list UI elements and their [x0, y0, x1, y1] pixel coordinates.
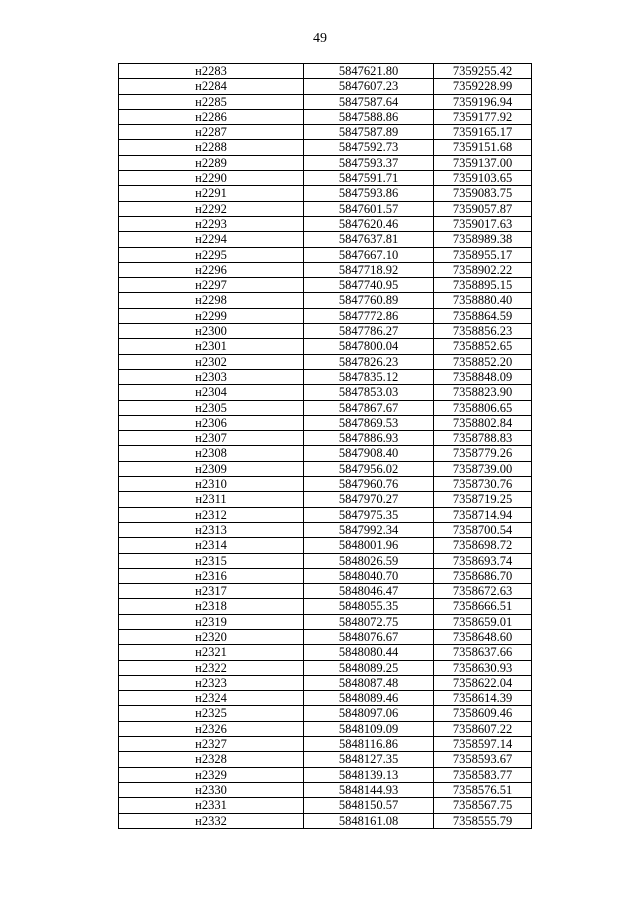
- y-coordinate-cell: 7358630.93: [434, 660, 532, 675]
- point-id-cell: н2295: [119, 247, 304, 262]
- x-coordinate-cell: 5848072.75: [304, 614, 434, 629]
- point-id-cell: н2291: [119, 186, 304, 201]
- table-row: [119, 64, 532, 79]
- table-row: [119, 446, 532, 461]
- point-id-cell: н2286: [119, 109, 304, 124]
- y-coordinate-cell: 7358955.17: [434, 247, 532, 262]
- x-coordinate-cell: 5848026.59: [304, 553, 434, 568]
- point-id-cell: н2303: [119, 369, 304, 384]
- y-coordinate-cell: 7358637.66: [434, 645, 532, 660]
- y-coordinate-cell: 7359083.75: [434, 186, 532, 201]
- y-coordinate-cell: 7358666.51: [434, 599, 532, 614]
- table-row: [119, 385, 532, 400]
- table-row: [119, 94, 532, 109]
- y-coordinate-cell: 7358583.77: [434, 767, 532, 782]
- point-id-cell: н2287: [119, 125, 304, 140]
- point-id-cell: н2327: [119, 737, 304, 752]
- y-coordinate-cell: 7358779.26: [434, 446, 532, 461]
- point-id-cell: н2326: [119, 721, 304, 736]
- y-coordinate-cell: 7358714.94: [434, 507, 532, 522]
- point-id-cell: н2285: [119, 94, 304, 109]
- table-row: [119, 247, 532, 262]
- table-row: [119, 706, 532, 721]
- y-coordinate-cell: 7358555.79: [434, 813, 532, 828]
- table-row: [119, 553, 532, 568]
- table-row: [119, 324, 532, 339]
- table-row: [119, 798, 532, 813]
- y-coordinate-cell: 7358607.22: [434, 721, 532, 736]
- x-coordinate-cell: 5848144.93: [304, 782, 434, 797]
- x-coordinate-cell: 5847587.64: [304, 94, 434, 109]
- x-coordinate-cell: 5847992.34: [304, 522, 434, 537]
- point-id-cell: н2300: [119, 324, 304, 339]
- table-row: [119, 737, 532, 752]
- point-id-cell: н2293: [119, 216, 304, 231]
- x-coordinate-cell: 5848109.09: [304, 721, 434, 736]
- table-row: [119, 691, 532, 706]
- x-coordinate-cell: 5848040.70: [304, 568, 434, 583]
- table-row: [119, 614, 532, 629]
- x-coordinate-cell: 5848089.25: [304, 660, 434, 675]
- x-coordinate-cell: 5848127.35: [304, 752, 434, 767]
- point-id-cell: н2317: [119, 584, 304, 599]
- x-coordinate-cell: 5847593.37: [304, 155, 434, 170]
- table-row: [119, 140, 532, 155]
- x-coordinate-cell: 5847970.27: [304, 492, 434, 507]
- y-coordinate-cell: 7358902.22: [434, 262, 532, 277]
- point-id-cell: н2298: [119, 293, 304, 308]
- table-row: [119, 125, 532, 140]
- y-coordinate-cell: 7358576.51: [434, 782, 532, 797]
- point-id-cell: н2323: [119, 675, 304, 690]
- x-coordinate-cell: 5847886.93: [304, 431, 434, 446]
- point-id-cell: н2319: [119, 614, 304, 629]
- point-id-cell: н2284: [119, 79, 304, 94]
- y-coordinate-cell: 7358719.25: [434, 492, 532, 507]
- table-row: [119, 675, 532, 690]
- point-id-cell: н2308: [119, 446, 304, 461]
- y-coordinate-cell: 7359196.94: [434, 94, 532, 109]
- point-id-cell: н2292: [119, 201, 304, 216]
- point-id-cell: н2304: [119, 385, 304, 400]
- x-coordinate-cell: 5847956.02: [304, 461, 434, 476]
- point-id-cell: н2331: [119, 798, 304, 813]
- y-coordinate-cell: 7358698.72: [434, 538, 532, 553]
- y-coordinate-cell: 7358788.83: [434, 431, 532, 446]
- x-coordinate-cell: 5847826.23: [304, 354, 434, 369]
- y-coordinate-cell: 7359057.87: [434, 201, 532, 216]
- coordinates-table: [118, 63, 532, 829]
- point-id-cell: н2302: [119, 354, 304, 369]
- table-row: [119, 155, 532, 170]
- point-id-cell: н2320: [119, 629, 304, 644]
- point-id-cell: н2324: [119, 691, 304, 706]
- x-coordinate-cell: 5847867.67: [304, 400, 434, 415]
- x-coordinate-cell: 5848150.57: [304, 798, 434, 813]
- table-row: [119, 293, 532, 308]
- table-row: [119, 308, 532, 323]
- y-coordinate-cell: 7358739.00: [434, 461, 532, 476]
- y-coordinate-cell: 7358864.59: [434, 308, 532, 323]
- point-id-cell: н2321: [119, 645, 304, 660]
- table-row: [119, 415, 532, 430]
- y-coordinate-cell: 7358622.04: [434, 675, 532, 690]
- y-coordinate-cell: 7358856.23: [434, 324, 532, 339]
- x-coordinate-cell: 5847835.12: [304, 369, 434, 384]
- x-coordinate-cell: 5847621.80: [304, 64, 434, 79]
- y-coordinate-cell: 7358823.90: [434, 385, 532, 400]
- x-coordinate-cell: 5848097.06: [304, 706, 434, 721]
- point-id-cell: н2306: [119, 415, 304, 430]
- y-coordinate-cell: 7358672.63: [434, 584, 532, 599]
- y-coordinate-cell: 7358567.75: [434, 798, 532, 813]
- table-row: [119, 767, 532, 782]
- point-id-cell: н2297: [119, 278, 304, 293]
- table-row: [119, 492, 532, 507]
- x-coordinate-cell: 5847601.57: [304, 201, 434, 216]
- table-row: [119, 431, 532, 446]
- y-coordinate-cell: 7359017.63: [434, 216, 532, 231]
- point-id-cell: н2329: [119, 767, 304, 782]
- point-id-cell: н2290: [119, 171, 304, 186]
- table-row: [119, 660, 532, 675]
- x-coordinate-cell: 5848116.86: [304, 737, 434, 752]
- x-coordinate-cell: 5848087.48: [304, 675, 434, 690]
- table-row: [119, 813, 532, 828]
- table-row: [119, 752, 532, 767]
- table-row: [119, 79, 532, 94]
- table-row: [119, 461, 532, 476]
- y-coordinate-cell: 7358806.65: [434, 400, 532, 415]
- y-coordinate-cell: 7358852.65: [434, 339, 532, 354]
- table-row: [119, 216, 532, 231]
- y-coordinate-cell: 7359255.42: [434, 64, 532, 79]
- point-id-cell: н2310: [119, 477, 304, 492]
- table-row: [119, 522, 532, 537]
- table-row: [119, 645, 532, 660]
- table-row: [119, 339, 532, 354]
- point-id-cell: н2312: [119, 507, 304, 522]
- point-id-cell: н2305: [119, 400, 304, 415]
- x-coordinate-cell: 5847869.53: [304, 415, 434, 430]
- x-coordinate-cell: 5847800.04: [304, 339, 434, 354]
- point-id-cell: н2288: [119, 140, 304, 155]
- y-coordinate-cell: 7358609.46: [434, 706, 532, 721]
- y-coordinate-cell: 7359151.68: [434, 140, 532, 155]
- x-coordinate-cell: 5847667.10: [304, 247, 434, 262]
- x-coordinate-cell: 5847592.73: [304, 140, 434, 155]
- point-id-cell: н2328: [119, 752, 304, 767]
- point-id-cell: н2313: [119, 522, 304, 537]
- x-coordinate-cell: 5848089.46: [304, 691, 434, 706]
- y-coordinate-cell: 7358593.67: [434, 752, 532, 767]
- point-id-cell: н2294: [119, 232, 304, 247]
- x-coordinate-cell: 5848046.47: [304, 584, 434, 599]
- x-coordinate-cell: 5847607.23: [304, 79, 434, 94]
- y-coordinate-cell: 7358693.74: [434, 553, 532, 568]
- y-coordinate-cell: 7359137.00: [434, 155, 532, 170]
- x-coordinate-cell: 5847740.95: [304, 278, 434, 293]
- point-id-cell: н2299: [119, 308, 304, 323]
- point-id-cell: н2301: [119, 339, 304, 354]
- table-row: [119, 186, 532, 201]
- x-coordinate-cell: 5847620.46: [304, 216, 434, 231]
- x-coordinate-cell: 5847718.92: [304, 262, 434, 277]
- point-id-cell: н2283: [119, 64, 304, 79]
- x-coordinate-cell: 5847908.40: [304, 446, 434, 461]
- table-row: [119, 721, 532, 736]
- table-row: [119, 109, 532, 124]
- table-row: [119, 400, 532, 415]
- y-coordinate-cell: 7358848.09: [434, 369, 532, 384]
- x-coordinate-cell: 5848076.67: [304, 629, 434, 644]
- table-row: [119, 568, 532, 583]
- y-coordinate-cell: 7359177.92: [434, 109, 532, 124]
- table-row: [119, 171, 532, 186]
- y-coordinate-cell: 7359165.17: [434, 125, 532, 140]
- x-coordinate-cell: 5848139.13: [304, 767, 434, 782]
- x-coordinate-cell: 5848055.35: [304, 599, 434, 614]
- point-id-cell: н2332: [119, 813, 304, 828]
- table-row: [119, 201, 532, 216]
- point-id-cell: н2316: [119, 568, 304, 583]
- x-coordinate-cell: 5847772.86: [304, 308, 434, 323]
- y-coordinate-cell: 7359103.65: [434, 171, 532, 186]
- x-coordinate-cell: 5847960.76: [304, 477, 434, 492]
- y-coordinate-cell: 7358614.39: [434, 691, 532, 706]
- page-number: 49: [313, 31, 327, 46]
- table-row: [119, 584, 532, 599]
- y-coordinate-cell: 7358686.70: [434, 568, 532, 583]
- point-id-cell: н2289: [119, 155, 304, 170]
- y-coordinate-cell: 7359228.99: [434, 79, 532, 94]
- table-row: [119, 232, 532, 247]
- y-coordinate-cell: 7358659.01: [434, 614, 532, 629]
- y-coordinate-cell: 7358597.14: [434, 737, 532, 752]
- point-id-cell: н2330: [119, 782, 304, 797]
- table-row: [119, 782, 532, 797]
- y-coordinate-cell: 7358802.84: [434, 415, 532, 430]
- table-row: [119, 538, 532, 553]
- point-id-cell: н2307: [119, 431, 304, 446]
- table-row: [119, 278, 532, 293]
- table-row: [119, 369, 532, 384]
- point-id-cell: н2322: [119, 660, 304, 675]
- y-coordinate-cell: 7358700.54: [434, 522, 532, 537]
- table-row: [119, 507, 532, 522]
- point-id-cell: н2311: [119, 492, 304, 507]
- x-coordinate-cell: 5847593.86: [304, 186, 434, 201]
- table-row: [119, 629, 532, 644]
- table-row: [119, 477, 532, 492]
- x-coordinate-cell: 5847853.03: [304, 385, 434, 400]
- point-id-cell: н2318: [119, 599, 304, 614]
- y-coordinate-cell: 7358895.15: [434, 278, 532, 293]
- point-id-cell: н2325: [119, 706, 304, 721]
- table-row: [119, 354, 532, 369]
- x-coordinate-cell: 5847637.81: [304, 232, 434, 247]
- point-id-cell: н2315: [119, 553, 304, 568]
- y-coordinate-cell: 7358880.40: [434, 293, 532, 308]
- point-id-cell: н2296: [119, 262, 304, 277]
- x-coordinate-cell: 5848001.96: [304, 538, 434, 553]
- y-coordinate-cell: 7358648.60: [434, 629, 532, 644]
- table-row: [119, 599, 532, 614]
- x-coordinate-cell: 5847588.86: [304, 109, 434, 124]
- point-id-cell: н2314: [119, 538, 304, 553]
- x-coordinate-cell: 5847975.35: [304, 507, 434, 522]
- table-row: [119, 262, 532, 277]
- coordinates-table-body: [119, 64, 532, 829]
- x-coordinate-cell: 5848161.08: [304, 813, 434, 828]
- y-coordinate-cell: 7358989.38: [434, 232, 532, 247]
- x-coordinate-cell: 5847587.89: [304, 125, 434, 140]
- x-coordinate-cell: 5847760.89: [304, 293, 434, 308]
- y-coordinate-cell: 7358730.76: [434, 477, 532, 492]
- x-coordinate-cell: 5847591.71: [304, 171, 434, 186]
- y-coordinate-cell: 7358852.20: [434, 354, 532, 369]
- point-id-cell: н2309: [119, 461, 304, 476]
- x-coordinate-cell: 5847786.27: [304, 324, 434, 339]
- x-coordinate-cell: 5848080.44: [304, 645, 434, 660]
